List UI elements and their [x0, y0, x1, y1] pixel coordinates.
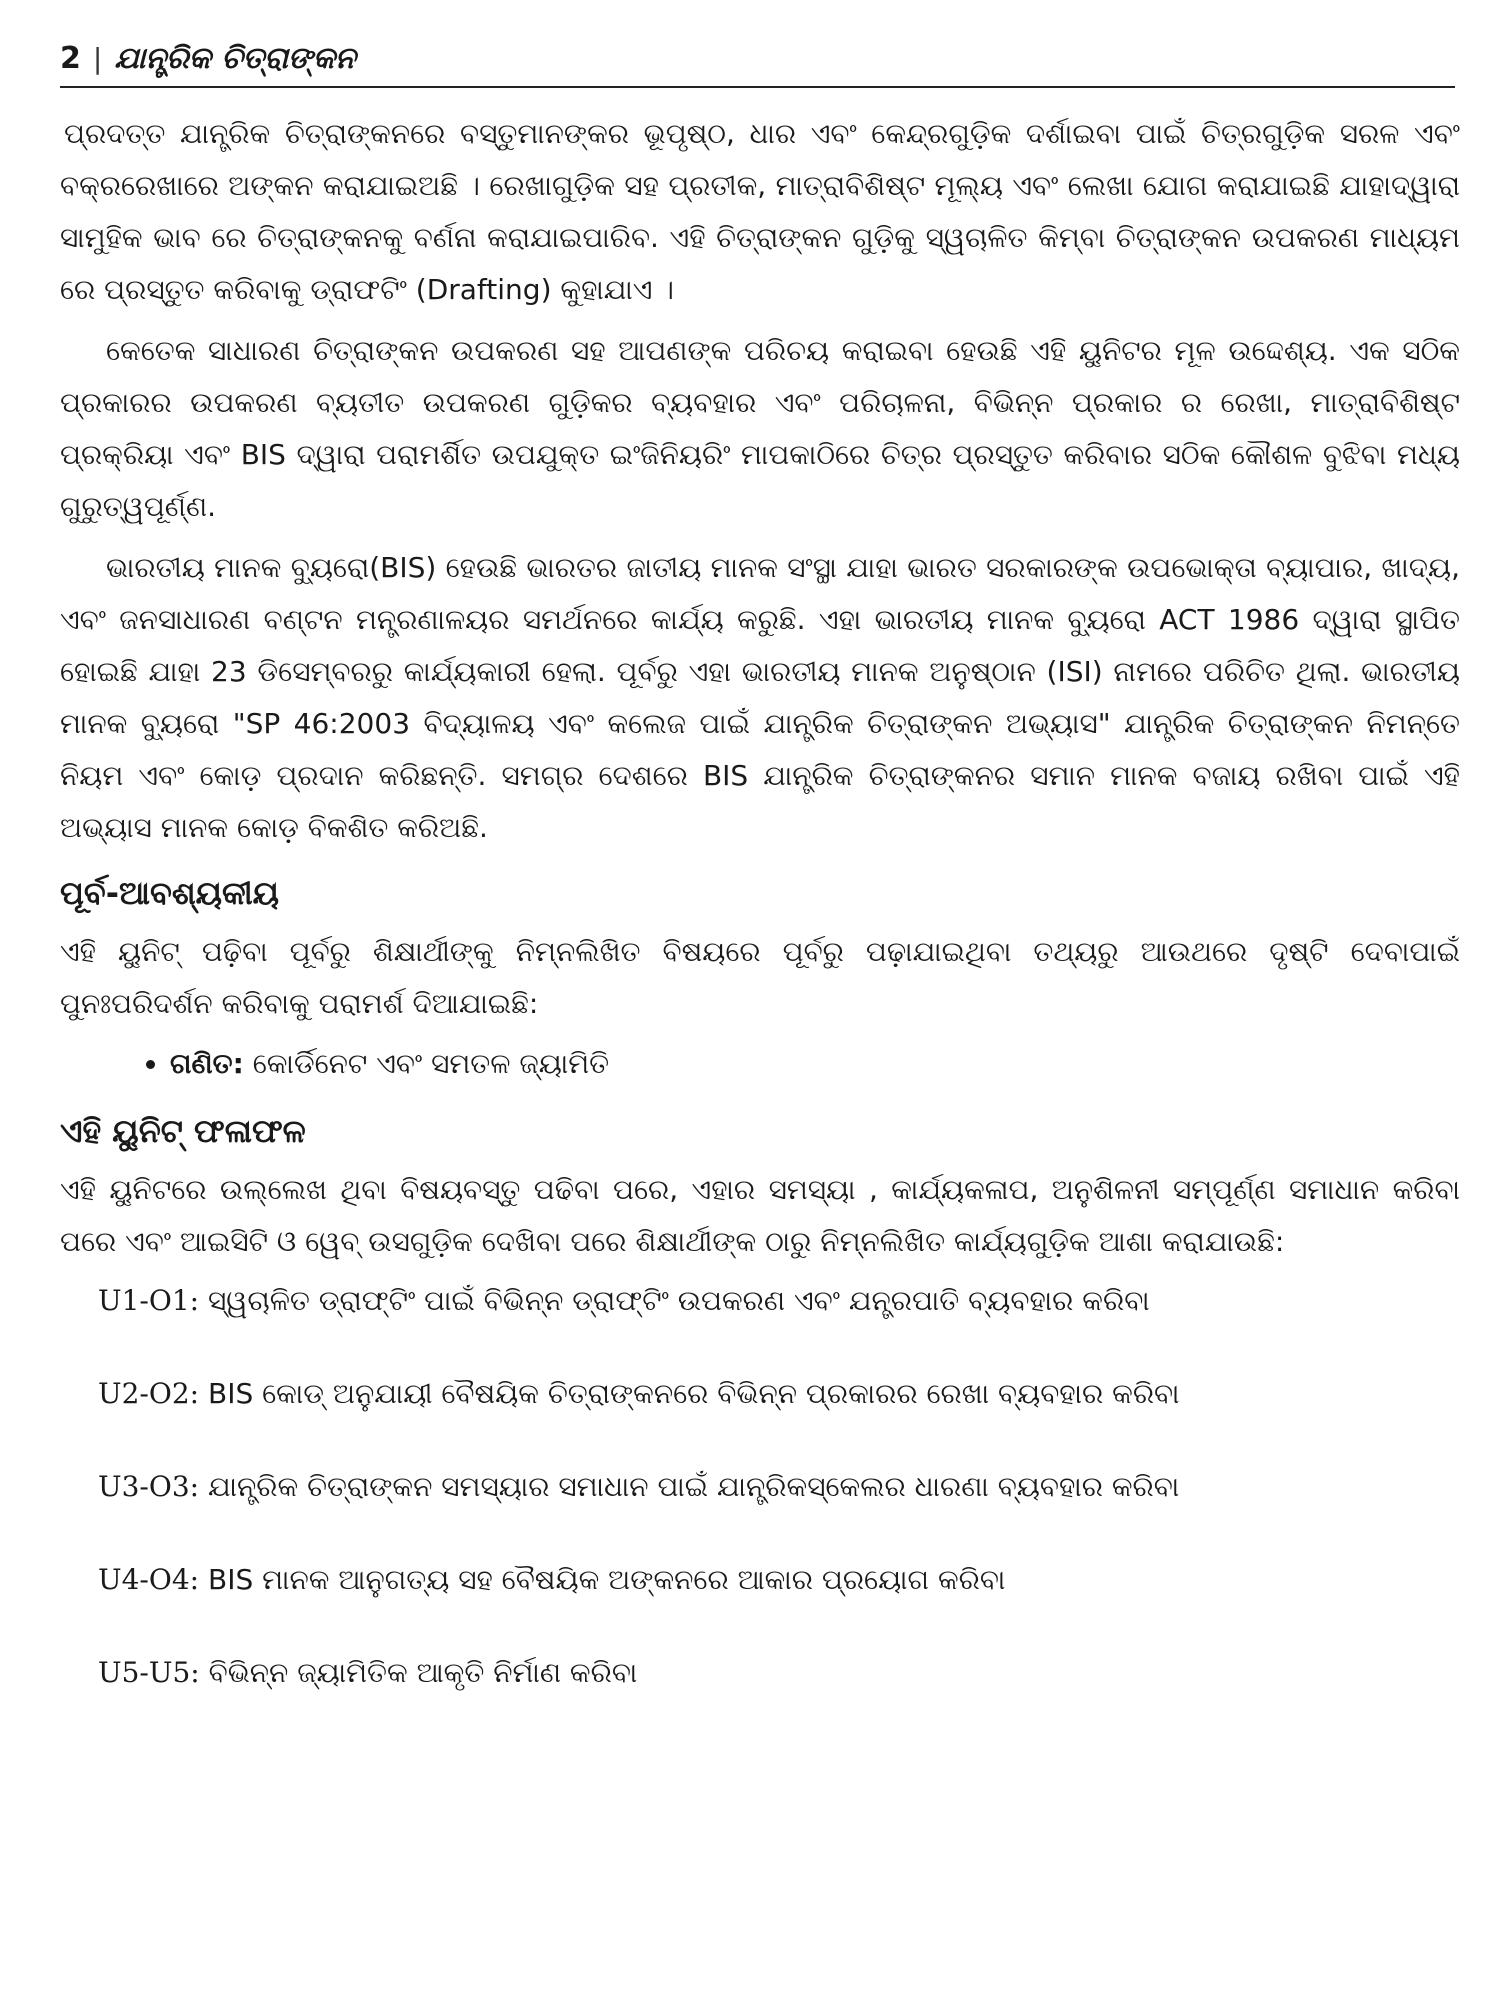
outcomes-intro: ଏହି ୟୁନିଟରେ ଉଲ୍ଲେଖ ଥିବା ବିଷୟବସ୍ତୁ ପଢିବା ପରେ, ଏହାର ସମସ୍ୟା , କାର୍ଯ୍ୟକଳାପ, ଅନୁଶିଳନୀ ସମ୍ପୂର୍ଣ୍ଣ ସମାଧାନ କରିବା ପରେ ଏବଂ ଆଇସିଟି ଓ ୱେବ୍ ଉସଗୁଡ଼ିକ ଦେଖିବା ପରେ ଶିକ୍ଷାର୍ଥୀଙ୍କ ଠାରୁ ନିମ୍ନଲିଖିତ କାର୍ଯ୍ୟଗୁଡ଼ିକ ଆଶା କରାଯାଉଛି:	[60, 1173, 1460, 1258]
outcome-code: U2-O2:	[98, 1377, 200, 1410]
running-title: ଯାନ୍ତ୍ରିକ ଚିତ୍ରାଙ୍କନ	[114, 40, 356, 76]
prerequisite-label: ଗଣିତ:	[170, 1047, 244, 1080]
outcome-code: U4-O4:	[98, 1563, 200, 1596]
outcome-item	[98, 1462, 1460, 1512]
outcome-text: BIS କୋଡ୍ ଅନୁଯାୟୀ ବୈଷୟିକ ଚିତ୍ରାଙ୍କନରେ ବିଭିନ୍ନ ପ୍ରକାରର ରେଖା ବ୍ୟବହାର କରିବା	[207, 1377, 1180, 1410]
outcome-item	[98, 1276, 1460, 1326]
intro-paragraph-2: କେତେକ ସାଧାରଣ ଚିତ୍ରାଙ୍କନ ଉପକରଣ ସହ ଆପଣଙ୍କ ପରିଚୟ କରାଇବା ହେଉଛି ଏହି ୟୁନିଟର ମୂଳ ଉଦ୍ଦେଶ୍ୟ. ଏକ ସଠିକ ପ୍ରକାରର ଉପକରଣ ବ୍ୟତୀତ ଉପକରଣ ଗୁଡ଼ିକର ବ୍ୟବହାର ଏବଂ ପରିଚାଳନା, ବିଭିନ୍ନ ପ୍ରକାର ର ରେଖା, ମାତ୍ରାବିଶିଷ୍ଟ ପ୍ରକ୍ରିୟା ଏବଂ BIS ଦ୍ୱାରା ପରାମର୍ଶିତ ଉପଯୁକ୍ତ ଇଂଜିନିୟରିଂ ମାପକାଠିରେ ଚିତ୍ର ପ୍ରସ୍ତୁତ କରିବାର ସଠିକ କୌଶଳ ବୁଝିବା ମଧ୍ୟ ଗୁରୁତ୍ୱପୂର୍ଣ୍ଣ.	[60, 334, 1460, 523]
intro-paragraph-1: ପ୍ରଦତ୍ତ ଯାନ୍ତ୍ରିକ ଚିତ୍ରାଙ୍କନରେ ବସ୍ତୁମାନଙ୍କର ଭୂପୃଷ୍ଠ, ଧାର ଏବଂ କେନ୍ଦ୍ରଗୁଡ଼ିକ ଦର୍ଶାଇବା ପାଇଁ ଚିତ୍ରଗୁଡ଼ିକ ସରଳ ଏବଂ ବକ୍ରରେଖାରେ ଅଙ୍କନ କରାଯାଇଅଛି । ରେଖାଗୁଡ଼ିକ ସହ ପ୍ରତୀକ, ମାତ୍ରାବିଶିଷ୍ଟ ମୂଲ୍ୟ ଏବଂ ଲେଖା ଯୋଗ କରାଯାଇଛି ଯାହାଦ୍ୱାରା ସାମୁହିକ ଭାବ ରେ ଚିତ୍ରାଙ୍କନକୁ ବର୍ଣନା କରାଯାଇପାରିବ. ଏହି ଚିତ୍ରାଙ୍କନ ଗୁଡ଼ିକୁ ସ୍ୱଚାଳିତ କିମ୍ବା ଚିତ୍ରାଙ୍କନ ଉପକରଣ ମାଧ୍ୟମ ରେ ପ୍ରସ୍ତୁତ କରିବାକୁ ଡ୍ରାଫଟିଂ (Drafting) କୁହାଯାଏ ।	[60, 117, 1460, 306]
header-separator: |	[92, 41, 103, 75]
outcome-item	[98, 1648, 1460, 1698]
page-header	[60, 30, 1455, 88]
intro-paragraph-3: ଭାରତୀୟ ମାନକ ବ୍ୟୁରୋ(BIS) ହେଉଛି ଭାରତର ଜାତୀୟ ମାନକ ସଂସ୍ଥା ଯାହା ଭାରତ ସରକାରଙ୍କ ଉପଭୋକ୍ତା ବ୍ୟାପାର, ଖାଦ୍ୟ, ଏବଂ ଜନସାଧାରଣ ବଣ୍ଟନ ମନ୍ତ୍ରଣାଳୟର ସମର୍ଥନରେ କାର୍ଯ୍ୟ କରୁଛି. ଏହା ଭାରତୀୟ ମାନକ ବ୍ୟୁରୋ ACT 1986 ଦ୍ୱାରା ସ୍ଥାପିତ ହୋଇଛି ଯାହା 23 ଡିସେମ୍ବରରୁ କାର୍ଯ୍ୟକାରୀ ହେଲା. ପୂର୍ବରୁ ଏହା ଭାରତୀୟ ମାନକ ଅନୁଷ୍ଠାନ (ISI) ନାମରେ ପରିଚିତ ଥିଲା. ଭାରତୀୟ ମାନକ ବ୍ୟୁରୋ "SP 46:2003 ବିଦ୍ୟାଳୟ ଏବଂ କଲେଜ ପାଇଁ ଯାନ୍ତ୍ରିକ ଚିତ୍ରାଙ୍କନ ଅଭ୍ୟାସ" ଯାନ୍ତ୍ରିକ ଚିତ୍ରାଙ୍କନ ନିମନ୍ତେ ନିୟମ ଏବଂ କୋଡ଼ ପ୍ରଦାନ କରିଛନ୍ତି. ସମଗ୍ର ଦେଶରେ BIS ଯାନ୍ତ୍ରିକ ଚିତ୍ରାଙ୍କନର ସମାନ ମାନକ ବଜାୟ ରଖିବା ପାଇଁ ଏହି ଅଭ୍ୟାସ ମାନକ କୋଡ଼ ବିକଶିତ କରିଅଛି.	[60, 551, 1460, 844]
intro-section	[60, 108, 1460, 854]
prerequisites-heading: ପୂର୍ବ-ଆବଶ୍ୟକୀୟ	[60, 874, 280, 912]
outcome-item	[98, 1555, 1460, 1605]
outcome-text: BIS ମାନକ ଆନୁଗତ୍ୟ ସହ ବୈଷୟିକ ଅଙ୍କନରେ ଆକାର ପ୍ରୟୋଗ କରିବା	[207, 1563, 1006, 1596]
outcome-item	[98, 1369, 1460, 1419]
prerequisites-list	[60, 1036, 1460, 1092]
page-content	[60, 108, 1460, 1741]
outcomes-heading: ଏହି ୟୁନିଟ୍ ଫଳାଫଳ	[60, 1112, 306, 1150]
list-item	[170, 1036, 1460, 1092]
outcome-code: U3-O3:	[98, 1470, 200, 1503]
outcomes-list	[60, 1276, 1460, 1698]
prerequisites-text: ଏହି ୟୁନିଟ୍ ପଢ଼ିବା ପୂର୍ବରୁ ଶିକ୍ଷାର୍ଥୀଙ୍କୁ ନିମ୍ନଲିଖିତ ବିଷୟରେ ପୂର୍ବରୁ ପଢ଼ାଯାଇଥିବା ତଥ୍ୟରୁ ଆଉଥରେ ଦୃଷ୍ଟି ଦେବାପାଇଁ ପୁନଃପରିଦର୍ଶନ କରିବାକୁ ପରାମର୍ଶ ଦିଆଯାଇଛି:	[60, 935, 1460, 1020]
outcome-text: ଯାନ୍ତ୍ରିକ ଚିତ୍ରାଙ୍କନ ସମସ୍ୟାର ସମାଧାନ ପାଇଁ ଯାନ୍ତ୍ରିକସ୍କେଲର ଧାରଣା ବ୍ୟବହାର କରିବା	[207, 1470, 1180, 1503]
prerequisites-section	[60, 864, 1460, 1092]
outcome-text: ବିଭିନ୍ନ ଜ୍ୟାମିତିକ ଆକୃତି ନିର୍ମାଣ କରିବା	[208, 1656, 638, 1689]
outcome-code: U5-U5:	[98, 1656, 200, 1689]
outcomes-section	[60, 1102, 1460, 1698]
page-number: 2	[60, 40, 81, 76]
outcome-text: ସ୍ୱଚାଳିତ ଡ୍ରାଫ୍ଟିଂ ପାଇଁ ବିଭିନ୍ନ ଡ୍ରାଫ୍ଟିଂ ଉପକରଣ ଏବଂ ଯନ୍ତ୍ରପାତି ବ୍ୟବହାର କରିବା	[207, 1284, 1150, 1317]
prerequisite-text: କୋର୍ଡିନେଟ ଏବଂ ସମତଳ ଜ୍ୟାମିତି	[252, 1047, 610, 1080]
outcome-code: U1-O1:	[98, 1284, 200, 1317]
